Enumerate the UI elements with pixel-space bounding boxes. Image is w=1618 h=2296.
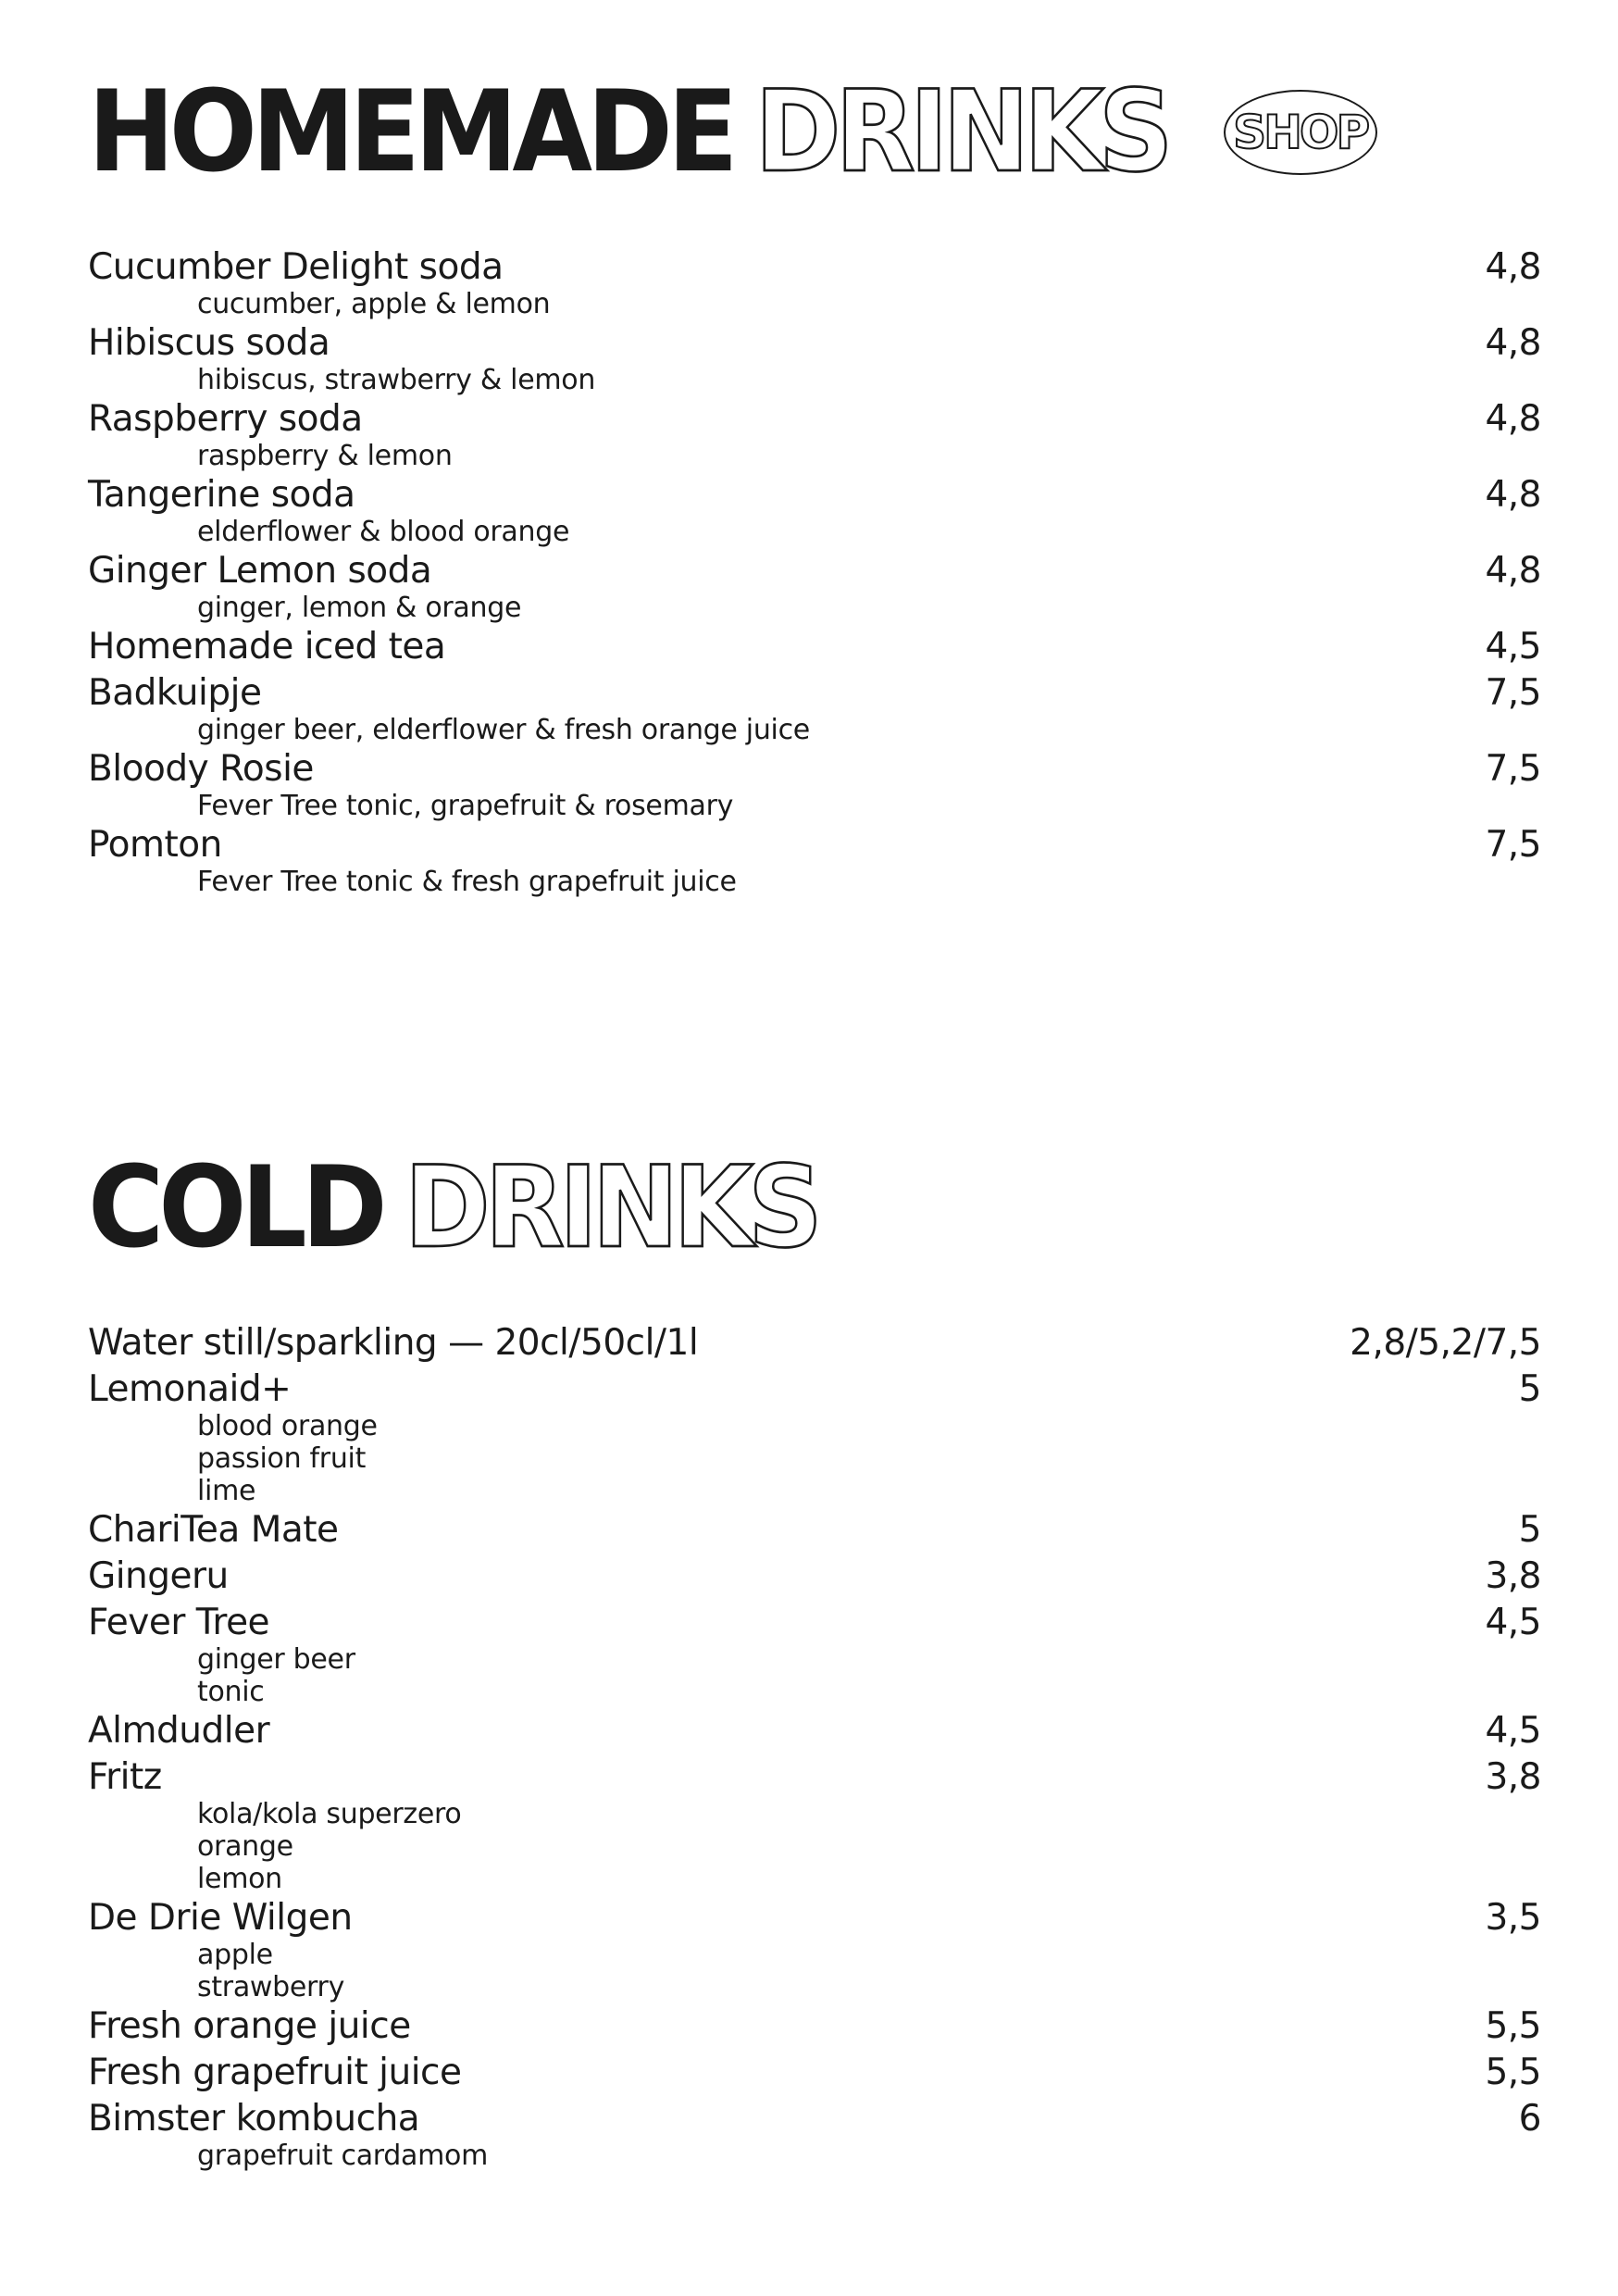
menu-item-details	[88, 516, 1541, 548]
menu-item-row	[88, 746, 1541, 792]
menu-item	[88, 2096, 1541, 2172]
menu-item-price: 3,8	[1485, 1555, 1541, 1597]
menu-item-row	[88, 2096, 1541, 2142]
menu-item	[88, 244, 1541, 320]
menu-item-price: 7,5	[1485, 748, 1541, 790]
menu-item-price: 4,5	[1485, 626, 1541, 668]
menu-item-name: Tangerine soda	[88, 474, 355, 516]
menu-item-name: Fritz	[88, 1756, 162, 1798]
menu-item-detail: kola/kola superzero	[197, 1798, 462, 1830]
menu-item-price: 4,8	[1485, 474, 1541, 516]
menu-item	[88, 320, 1541, 396]
menu-item-price: 4,8	[1485, 398, 1541, 440]
menu-item-details	[88, 440, 1541, 472]
menu-item-name: Bloody Rosie	[88, 748, 314, 790]
menu-item-detail: blood orange	[197, 1410, 378, 1442]
menu-item-price: 5,5	[1485, 2052, 1541, 2093]
menu-item	[88, 396, 1541, 472]
menu-item-row	[88, 396, 1541, 443]
menu-item-row	[88, 1895, 1541, 1941]
menu-item	[88, 1708, 1541, 1754]
menu-item-row	[88, 1507, 1541, 1554]
menu-item-row	[88, 2003, 1541, 2050]
menu-item-details	[88, 1410, 1541, 1507]
menu-item-name: Fever Tree	[88, 1602, 270, 1643]
menu-item	[88, 1507, 1541, 1554]
menu-item-details	[88, 2140, 1541, 2172]
menu-item-row	[88, 2050, 1541, 2096]
menu-item-row	[88, 1366, 1541, 1413]
menu-item-name: Almdudler	[88, 1710, 270, 1752]
menu-item	[88, 548, 1541, 624]
menu-item-name: Cucumber Delight soda	[88, 246, 504, 288]
cold-title-solid: COLD	[88, 1142, 382, 1274]
menu-item-name: Badkuipje	[88, 672, 262, 714]
menu-item	[88, 1895, 1541, 2003]
menu-item-row	[88, 670, 1541, 717]
menu-item-name: Raspberry soda	[88, 398, 363, 440]
menu-item-price: 5	[1518, 1368, 1541, 1410]
menu-item-price: 7,5	[1485, 824, 1541, 866]
menu-item-detail: ginger, lemon & orange	[197, 592, 522, 624]
menu-item-price: 3,8	[1485, 1756, 1541, 1798]
menu-item-details	[88, 866, 1541, 898]
menu-item	[88, 822, 1541, 898]
menu-item	[88, 670, 1541, 746]
menu-item-detail: elderflower & blood orange	[197, 516, 570, 548]
menu-item-price: 7,5	[1485, 672, 1541, 714]
menu-item-row	[88, 624, 1541, 670]
menu-item-row	[88, 244, 1541, 291]
menu-item-detail: strawberry	[197, 1971, 345, 2003]
menu-item-price: 2,8/5,2/7,5	[1350, 1322, 1541, 1364]
menu-item-detail: orange	[197, 1830, 293, 1863]
menu-item-price: 5	[1518, 1509, 1541, 1551]
menu-item-price: 4,5	[1485, 1710, 1541, 1752]
menu-item-row	[88, 548, 1541, 594]
menu-item-detail: passion fruit	[197, 1442, 367, 1475]
shop-badge	[1224, 90, 1377, 175]
menu-item-detail: Fever Tree tonic & fresh grapefruit juice	[197, 866, 737, 898]
menu-item-name: Ginger Lemon soda	[88, 550, 432, 592]
menu-item-name: Homemade iced tea	[88, 626, 446, 668]
menu-item-row	[88, 1600, 1541, 1646]
menu-item-price: 5,5	[1485, 2005, 1541, 2047]
menu-item	[88, 746, 1541, 822]
shop-badge-label: SHOP	[1233, 106, 1368, 159]
menu-item-name: Water still/sparkling — 20cl/50cl/1l	[88, 1322, 699, 1364]
menu-item-row	[88, 1320, 1541, 1366]
menu-item-detail: raspberry & lemon	[197, 440, 453, 472]
menu-item	[88, 1554, 1541, 1600]
homemade-section	[88, 67, 1541, 898]
menu-item-detail: cucumber, apple & lemon	[197, 288, 551, 320]
menu-item-details	[88, 364, 1541, 396]
menu-item-detail: lemon	[197, 1863, 282, 1895]
menu-item-row	[88, 320, 1541, 367]
menu-item-detail: lime	[197, 1475, 256, 1507]
menu-item	[88, 472, 1541, 548]
menu-item-row	[88, 1708, 1541, 1754]
menu-item-details	[88, 714, 1541, 746]
menu-item	[88, 2050, 1541, 2096]
menu-item-row	[88, 472, 1541, 518]
menu-item	[88, 624, 1541, 670]
menu-item-price: 4,8	[1485, 322, 1541, 364]
homemade-title-outline: DRINKS	[754, 67, 1168, 198]
cold-title	[88, 1142, 1541, 1274]
menu-item-price: 4,8	[1485, 550, 1541, 592]
menu-item-detail: apple	[197, 1939, 273, 1971]
menu-item-row	[88, 1554, 1541, 1600]
menu-item-detail: hibiscus, strawberry & lemon	[197, 364, 596, 396]
homemade-title	[88, 67, 1541, 198]
cold-items-list	[88, 1320, 1541, 2172]
menu-item-details	[88, 288, 1541, 320]
menu-item-details	[88, 592, 1541, 624]
menu-item-name: Lemonaid+	[88, 1368, 292, 1410]
menu-item-price: 4,8	[1485, 246, 1541, 288]
menu-item-details	[88, 1643, 1541, 1708]
menu-item-name: Fresh orange juice	[88, 2005, 411, 2047]
menu-item-details	[88, 1798, 1541, 1895]
menu-item-detail: Fever Tree tonic, grapefruit & rosemary	[197, 790, 734, 822]
menu-item-row	[88, 822, 1541, 868]
cold-section	[88, 1142, 1541, 2172]
menu-item-details	[88, 790, 1541, 822]
menu-item-price: 3,5	[1485, 1897, 1541, 1939]
menu-item-name: Hibiscus soda	[88, 322, 330, 364]
menu-item-detail: ginger beer, elderflower & fresh orange juice	[197, 714, 810, 746]
menu-item	[88, 1600, 1541, 1708]
menu-item	[88, 2003, 1541, 2050]
cold-title-outline: DRINKS	[404, 1142, 817, 1274]
menu-item	[88, 1320, 1541, 1366]
menu-item-name: Fresh grapefruit juice	[88, 2052, 462, 2093]
menu-item-name: Pomton	[88, 824, 222, 866]
homemade-title-solid: HOMEMADE	[88, 67, 733, 198]
menu-item	[88, 1754, 1541, 1895]
menu-item-details	[88, 1939, 1541, 2003]
menu-item-row	[88, 1754, 1541, 1801]
menu-item	[88, 1366, 1541, 1507]
menu-item-detail: grapefruit cardamom	[197, 2140, 489, 2172]
menu-item-name: ChariTea Mate	[88, 1509, 339, 1551]
homemade-items-list	[88, 244, 1541, 898]
menu-item-price: 6	[1518, 2098, 1541, 2140]
menu-item-name: De Drie Wilgen	[88, 1897, 353, 1939]
menu-item-name: Gingeru	[88, 1555, 229, 1597]
menu-item-price: 4,5	[1485, 1602, 1541, 1643]
menu-item-detail: tonic	[197, 1676, 265, 1708]
menu-item-name: Bimster kombucha	[88, 2098, 420, 2140]
menu-item-detail: ginger beer	[197, 1643, 355, 1676]
